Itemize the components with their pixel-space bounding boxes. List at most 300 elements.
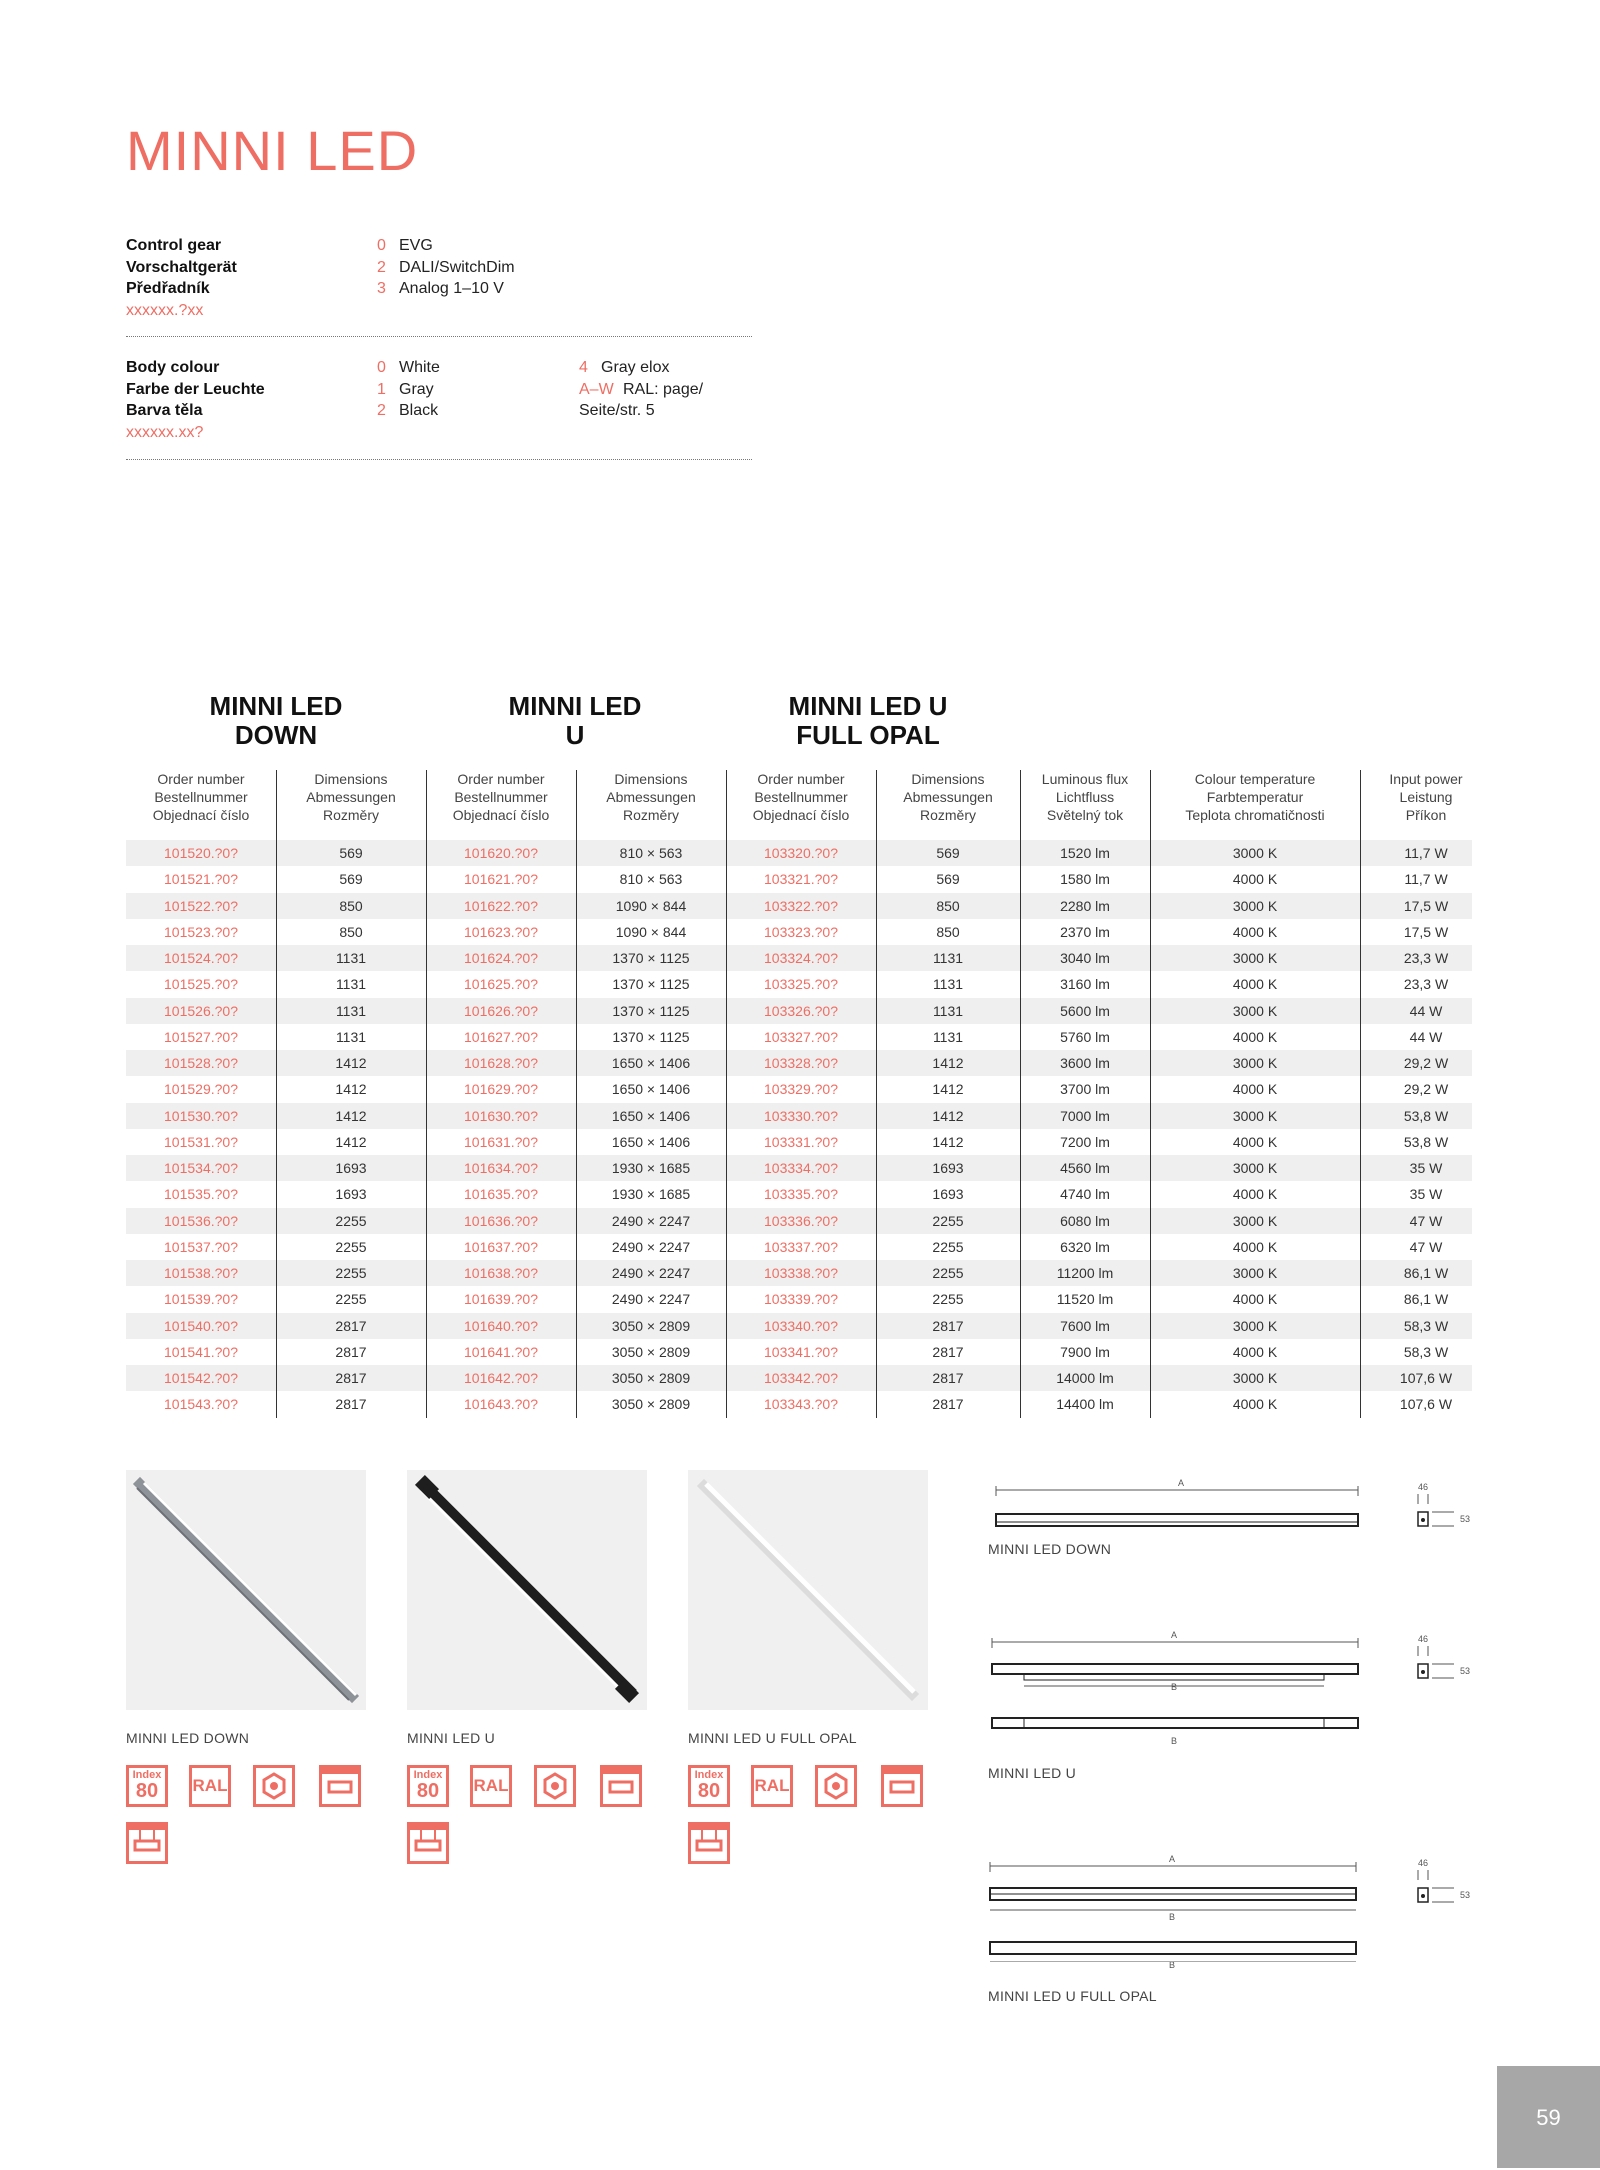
dim-h-label: 53 <box>1460 1666 1471 1676</box>
table-cell: 3050 × 2809 <box>611 1343 691 1360</box>
table-cell: 1090 × 844 <box>615 923 687 940</box>
pendant-mount-icon <box>407 1822 449 1864</box>
dim-b-label: B <box>1169 1960 1176 1970</box>
group-title-line: MINNI LED U <box>788 691 948 721</box>
badge-text: 80 <box>416 1780 440 1802</box>
table-cell: 11200 lm <box>1056 1265 1114 1281</box>
order-number-cell: 101626.?0? <box>464 1002 538 1019</box>
table-cell: 569 <box>936 845 960 861</box>
table-cell: 3000 K <box>1232 1160 1278 1176</box>
column-header <box>876 770 1020 830</box>
order-number-cell: 101621.?0? <box>464 871 538 888</box>
column-header-line: Světelný tok <box>1046 807 1124 823</box>
table-cell: 1090 × 844 <box>615 897 687 914</box>
table-row <box>126 1103 1472 1129</box>
table-cell: 2255 <box>932 1291 964 1308</box>
column-header-line: Abmessungen <box>903 789 993 805</box>
table-cell: 53,8 W <box>1403 1107 1449 1124</box>
table-cell: 4000 K <box>1232 1133 1278 1150</box>
table-cell: 4000 K <box>1232 1291 1278 1308</box>
control-gear-label-cz: Předřadník <box>126 280 210 297</box>
table-cell: 6320 lm <box>1060 1238 1110 1255</box>
table-cell: 1412 <box>932 1107 964 1124</box>
table-cell: 107,6 W <box>1399 1396 1453 1413</box>
table-cell: 1412 <box>335 1055 367 1071</box>
table-cell: 1580 lm <box>1060 871 1110 888</box>
table-cell: 7000 lm <box>1060 1107 1110 1124</box>
table-cell: 850 <box>339 923 363 940</box>
control-gear-options <box>377 235 515 300</box>
order-number-cell: 101529.?0? <box>164 1081 238 1098</box>
order-number-cell: 101528.?0? <box>164 1055 238 1071</box>
body-colour-code: xxxxxx.xx? <box>126 423 204 441</box>
table-cell: 2255 <box>335 1291 367 1308</box>
luminaire-down-image <box>126 1470 366 1710</box>
table-cell: 1650 × 1406 <box>611 1133 691 1150</box>
column-divider <box>1360 770 1361 1418</box>
order-number-cell: 101527.?0? <box>164 1028 238 1045</box>
table-cell: 569 <box>936 871 960 888</box>
table-cell: 7600 lm <box>1060 1317 1110 1334</box>
order-number-cell: 103340.?0? <box>764 1317 838 1334</box>
table-cell: 3000 K <box>1232 1212 1278 1229</box>
table-cell: 23,3 W <box>1403 950 1449 966</box>
table-cell: 1693 <box>932 1186 964 1203</box>
table-cell: 4000 K <box>1232 1081 1278 1098</box>
column-header-line: Order number <box>457 771 545 787</box>
column-header-line: Farbtemperatur <box>1206 789 1304 805</box>
order-number-cell: 101520.?0? <box>164 845 238 861</box>
column-header-line: Objednací číslo <box>152 807 250 823</box>
product-photo-full-opal <box>688 1470 928 1710</box>
table-cell: 2280 lm <box>1060 897 1110 914</box>
table-cell: 2817 <box>932 1396 964 1413</box>
column-header-line: Bestellnummer <box>754 789 848 805</box>
table-cell: 1370 × 1125 <box>612 1002 690 1019</box>
product-photo-u <box>407 1470 647 1710</box>
dim-h-label: 53 <box>1460 1514 1471 1524</box>
product-photo-down <box>126 1470 366 1710</box>
column-header-line: Abmessungen <box>306 789 396 805</box>
column-header-line: Objednací číslo <box>752 807 850 823</box>
table-cell: 14000 lm <box>1056 1370 1114 1386</box>
column-divider <box>1020 770 1021 1418</box>
badge-text: Index <box>413 1769 443 1781</box>
table-row <box>126 1339 1472 1365</box>
table-cell: 4000 K <box>1232 1396 1278 1413</box>
order-number-cell: 101628.?0? <box>464 1055 538 1071</box>
table-cell: 4000 K <box>1232 1238 1278 1255</box>
column-header <box>1150 770 1360 830</box>
option-value: Gray <box>399 380 434 398</box>
table-cell: 35 W <box>1409 1160 1443 1176</box>
body-colour-label-de: Farbe der Leuchte <box>126 380 265 398</box>
order-number-cell: 103338.?0? <box>764 1265 838 1281</box>
table-cell: 4000 K <box>1232 923 1278 940</box>
table-cell: 1412 <box>932 1081 964 1098</box>
column-header-line: Dimensions <box>314 771 388 787</box>
table-cell: 44 W <box>1409 1028 1443 1045</box>
badge-text: RAL <box>192 1776 228 1795</box>
order-number-cell: 101630.?0? <box>464 1107 538 1124</box>
table-cell: 4000 K <box>1232 1028 1278 1045</box>
table-cell: 1412 <box>932 1055 964 1071</box>
pendant-mount-icon <box>688 1822 730 1864</box>
table-cell: 1370 × 1125 <box>612 1028 690 1045</box>
table-cell: 3000 K <box>1232 1107 1278 1124</box>
option-key: 1 <box>377 380 386 398</box>
order-number-cell: 101531.?0? <box>164 1133 238 1150</box>
page-number: 59 <box>1497 2066 1600 2168</box>
control-gear-labels <box>126 235 237 321</box>
table-row <box>126 1155 1472 1181</box>
option-row <box>377 400 440 422</box>
table-cell: 1131 <box>932 976 964 993</box>
table-cell: 58,3 W <box>1403 1343 1449 1360</box>
column-divider <box>276 770 277 1418</box>
option-row <box>377 278 515 300</box>
group-title-line: DOWN <box>234 720 318 750</box>
table-cell: 1650 × 1406 <box>611 1055 691 1071</box>
column-header-line: Objednací číslo <box>452 807 550 823</box>
table-row <box>126 1208 1472 1234</box>
order-number-cell: 101631.?0? <box>464 1133 538 1150</box>
option-value: DALI/SwitchDim <box>399 258 515 276</box>
order-number-cell: 103326.?0? <box>764 1002 838 1019</box>
table-cell: 3160 lm <box>1060 976 1110 993</box>
order-number-cell: 101642.?0? <box>464 1370 538 1386</box>
badge-text: 80 <box>697 1780 721 1802</box>
table-cell: 1131 <box>932 950 964 966</box>
order-number-cell: 101635.?0? <box>464 1186 538 1203</box>
table-cell: 3000 K <box>1232 1370 1278 1386</box>
table-cell: 1693 <box>335 1186 367 1203</box>
order-number-cell: 101543.?0? <box>164 1396 238 1413</box>
option-value: EVG <box>399 237 433 254</box>
order-number-cell: 103327.?0? <box>764 1028 838 1045</box>
order-number-cell: 101534.?0? <box>164 1160 238 1176</box>
table-row <box>126 840 1472 866</box>
option-value: RAL: page/ <box>623 380 704 398</box>
order-number-cell: 101538.?0? <box>164 1265 238 1281</box>
luminaire-u-image <box>407 1470 647 1710</box>
column-header-line: Dimensions <box>614 771 688 787</box>
order-number-cell: 101625.?0? <box>464 976 538 993</box>
hexagon-nut-icon <box>253 1765 295 1807</box>
dim-a-label: A <box>1169 1854 1176 1864</box>
column-divider <box>876 770 877 1418</box>
column-divider <box>576 770 577 1418</box>
product-label: MINNI LED U FULL OPAL <box>688 1730 857 1746</box>
column-header-line: Leistung <box>1399 789 1453 805</box>
table-cell: 2490 × 2247 <box>611 1265 691 1281</box>
badge-text: RAL <box>754 1776 790 1795</box>
ceiling-mount-icon <box>319 1765 361 1807</box>
order-number-cell: 103341.?0? <box>764 1343 838 1360</box>
control-gear-label-en: Control gear <box>126 237 222 254</box>
table-cell: 850 <box>936 897 960 914</box>
badge-text: Index <box>694 1769 724 1781</box>
order-number-cell: 103328.?0? <box>764 1055 838 1071</box>
group-title-line: U <box>565 720 585 750</box>
control-gear-block <box>126 235 752 340</box>
drawing-label: MINNI LED U <box>988 1765 1077 1781</box>
order-number-cell: 101623.?0? <box>464 923 538 940</box>
table-cell: 1693 <box>335 1160 367 1176</box>
table-cell: 1650 × 1406 <box>611 1081 691 1098</box>
table-cell: 2255 <box>335 1265 367 1281</box>
order-number-cell: 101537.?0? <box>164 1238 238 1255</box>
table-cell: 11,7 W <box>1404 845 1448 861</box>
option-key: A–W <box>579 380 614 398</box>
dim-a-label: A <box>1171 1630 1178 1640</box>
option-value: Black <box>399 402 439 419</box>
badge-text: Index <box>132 1769 162 1781</box>
ral-badge-icon <box>470 1765 512 1807</box>
table-cell: 2817 <box>932 1343 964 1360</box>
table-cell: 2490 × 2247 <box>611 1291 691 1308</box>
column-header-line: Abmessungen <box>606 789 696 805</box>
body-colour-block <box>126 357 752 462</box>
order-number-cell: 103335.?0? <box>764 1186 838 1203</box>
body-colour-options-right <box>579 357 703 422</box>
table-cell: 1930 × 1685 <box>611 1186 691 1203</box>
column-divider <box>726 770 727 1418</box>
option-key: 2 <box>377 258 386 276</box>
order-number-cell: 101638.?0? <box>464 1265 538 1281</box>
table-row <box>126 866 1472 892</box>
table-row <box>126 1024 1472 1050</box>
table-cell: 29,2 W <box>1403 1055 1449 1071</box>
page-title: MINNI LED <box>126 119 419 182</box>
table-cell: 44 W <box>1409 1002 1443 1019</box>
table-row <box>126 1391 1472 1417</box>
table-cell: 1131 <box>932 1028 964 1045</box>
table-cell: 3050 × 2809 <box>611 1370 691 1386</box>
group-title-full-opal <box>718 692 1018 750</box>
table-cell: 23,3 W <box>1403 976 1449 993</box>
pendant-mount-icon <box>126 1822 168 1864</box>
table-cell: 1412 <box>932 1133 964 1150</box>
table-cell: 107,6 W <box>1399 1370 1453 1386</box>
table-cell: 1650 × 1406 <box>611 1107 691 1124</box>
table-row <box>126 1050 1472 1076</box>
order-number-cell: 101525.?0? <box>164 976 238 993</box>
table-cell: 35 W <box>1409 1186 1443 1203</box>
table-cell: 4560 lm <box>1060 1160 1110 1176</box>
table-cell: 1131 <box>335 950 367 966</box>
order-number-cell: 101523.?0? <box>164 923 238 940</box>
table-cell: 6080 lm <box>1060 1212 1110 1229</box>
table-cell: 1412 <box>335 1133 367 1150</box>
table-cell: 53,8 W <box>1403 1133 1449 1150</box>
drawing-full-opal <box>988 1854 1471 1970</box>
table-row <box>126 1234 1472 1260</box>
option-value: Seite/str. 5 <box>579 402 655 419</box>
table-cell: 11520 lm <box>1056 1291 1114 1308</box>
hexagon-nut-icon <box>815 1765 857 1807</box>
table-cell: 1520 lm <box>1060 845 1110 861</box>
luminaire-full-opal-image <box>688 1470 928 1710</box>
drawing-full-opal-svg <box>988 1858 1471 1962</box>
cri-index-badge-icon <box>688 1765 730 1807</box>
table-cell: 5760 lm <box>1060 1028 1110 1045</box>
table-cell: 3050 × 2809 <box>611 1396 691 1413</box>
table-cell: 11,7 W <box>1404 871 1448 888</box>
order-number-cell: 103337.?0? <box>764 1238 838 1255</box>
cri-index-badge-icon <box>407 1765 449 1807</box>
order-number-cell: 101522.?0? <box>164 897 238 914</box>
order-number-cell: 103325.?0? <box>764 976 838 993</box>
drawing-label: MINNI LED U FULL OPAL <box>988 1988 1157 2004</box>
table-cell: 29,2 W <box>1403 1081 1449 1098</box>
table-cell: 4740 lm <box>1060 1186 1110 1203</box>
column-header-line: Rozměry <box>919 807 976 823</box>
group-title-down <box>126 692 426 750</box>
table-cell: 3700 lm <box>1060 1081 1110 1098</box>
table-cell: 1131 <box>335 976 367 993</box>
table-cell: 3000 K <box>1232 1055 1278 1071</box>
ral-badge-icon <box>189 1765 231 1807</box>
dim-h-label: 53 <box>1460 1890 1471 1900</box>
order-number-cell: 101521.?0? <box>164 871 238 888</box>
order-number-cell: 103331.?0? <box>764 1133 838 1150</box>
divider <box>126 459 752 460</box>
table-cell: 86,1 W <box>1403 1265 1449 1281</box>
table-cell: 2255 <box>335 1212 367 1229</box>
badge-text: 80 <box>135 1780 159 1802</box>
column-header <box>126 770 276 830</box>
body-colour-label-cz: Barva těla <box>126 402 203 419</box>
option-row <box>579 379 703 401</box>
table-cell: 3050 × 2809 <box>611 1317 691 1334</box>
order-number-cell: 103336.?0? <box>764 1212 838 1229</box>
order-number-cell: 101536.?0? <box>164 1212 238 1229</box>
table-cell: 2817 <box>335 1343 367 1360</box>
order-number-cell: 101639.?0? <box>464 1291 538 1308</box>
table-cell: 3040 lm <box>1060 950 1110 966</box>
column-header-line: Příkon <box>1405 807 1447 823</box>
table-cell: 5600 lm <box>1060 1002 1110 1019</box>
drawing-u <box>988 1630 1471 1746</box>
dim-b-label: B <box>1169 1912 1176 1922</box>
badge-text: RAL <box>473 1776 509 1795</box>
table-cell: 1131 <box>335 1028 367 1045</box>
option-key: 0 <box>377 237 386 254</box>
column-header-line: Rozměry <box>622 807 679 823</box>
table-cell: 1693 <box>932 1160 964 1176</box>
order-number-cell: 101624.?0? <box>464 950 538 966</box>
table-cell: 3000 K <box>1232 950 1278 966</box>
order-number-cell: 101636.?0? <box>464 1212 538 1229</box>
option-row <box>377 357 440 379</box>
table-cell: 2255 <box>932 1212 964 1229</box>
column-header-line: Lichtfluss <box>1055 789 1115 805</box>
table-row <box>126 945 1472 971</box>
drawing-label: MINNI LED DOWN <box>988 1541 1112 1557</box>
column-header-line: Teplota chromatičnosti <box>1185 807 1325 823</box>
option-row <box>377 235 515 257</box>
table-cell: 86,1 W <box>1403 1291 1449 1308</box>
table-cell: 3000 K <box>1232 1002 1278 1019</box>
table-cell: 2490 × 2247 <box>611 1238 691 1255</box>
ceiling-mount-icon <box>600 1765 642 1807</box>
table-cell: 4000 K <box>1232 1186 1278 1203</box>
option-row <box>377 257 515 279</box>
table-cell: 14400 lm <box>1056 1396 1114 1413</box>
drawing-down <box>988 1478 1471 1539</box>
order-number-cell: 103324.?0? <box>764 950 838 966</box>
table-row <box>126 1313 1472 1339</box>
option-row <box>579 357 703 379</box>
column-header-line: Bestellnummer <box>154 789 248 805</box>
group-title-line: MINNI LED <box>508 691 642 721</box>
option-value: Gray elox <box>601 359 670 376</box>
dim-a-label: A <box>1178 1478 1185 1488</box>
column-divider <box>1150 770 1151 1418</box>
option-key: 2 <box>377 402 386 419</box>
table-cell: 2817 <box>335 1370 367 1386</box>
drawing-u-svg <box>988 1634 1471 1734</box>
table-cell: 7200 lm <box>1060 1133 1110 1150</box>
table-cell: 4000 K <box>1232 1343 1278 1360</box>
table-cell: 2370 lm <box>1060 923 1110 940</box>
column-header-line: Dimensions <box>911 771 985 787</box>
table-cell: 47 W <box>1409 1238 1443 1255</box>
table-cell: 2817 <box>932 1370 964 1386</box>
order-number-cell: 103334.?0? <box>764 1160 838 1176</box>
order-number-cell: 103339.?0? <box>764 1291 838 1308</box>
dim-w-label: 46 <box>1418 1634 1429 1644</box>
table-cell: 7900 lm <box>1060 1343 1110 1360</box>
table-cell: 4000 K <box>1232 871 1278 888</box>
table-cell: 4000 K <box>1232 976 1278 993</box>
table-cell: 1370 × 1125 <box>612 950 690 966</box>
body-colour-labels <box>126 357 265 443</box>
column-header <box>426 770 576 830</box>
order-number-cell: 103322.?0? <box>764 897 838 914</box>
order-number-cell: 103321.?0? <box>764 871 838 888</box>
table-cell: 2817 <box>335 1317 367 1334</box>
table-row <box>126 1365 1472 1391</box>
option-value: White <box>399 359 440 376</box>
table-cell: 1412 <box>335 1107 367 1124</box>
table-row <box>126 1286 1472 1312</box>
order-number-cell: 101634.?0? <box>464 1160 538 1176</box>
table-cell: 569 <box>339 871 363 888</box>
column-header-line: Colour temperature <box>1194 771 1316 787</box>
option-row <box>377 379 440 401</box>
order-number-cell: 101629.?0? <box>464 1081 538 1098</box>
order-number-cell: 101530.?0? <box>164 1107 238 1124</box>
order-number-cell: 101539.?0? <box>164 1291 238 1308</box>
table-cell: 810 × 563 <box>619 845 683 861</box>
table-cell: 58,3 W <box>1403 1317 1449 1334</box>
body-colour-options-left <box>377 357 440 422</box>
dim-w-label: 46 <box>1418 1482 1429 1492</box>
table-cell: 3600 lm <box>1060 1055 1110 1071</box>
order-number-cell: 101637.?0? <box>464 1238 538 1255</box>
table-cell: 810 × 563 <box>619 871 683 888</box>
table-row <box>126 893 1472 919</box>
ceiling-mount-icon <box>881 1765 923 1807</box>
column-header <box>276 770 426 830</box>
product-label: MINNI LED DOWN <box>126 1730 250 1746</box>
table-cell: 850 <box>936 923 960 940</box>
table-cell: 2817 <box>932 1317 964 1334</box>
table-cell: 17,5 W <box>1403 897 1449 914</box>
table-cell: 17,5 W <box>1403 923 1449 940</box>
